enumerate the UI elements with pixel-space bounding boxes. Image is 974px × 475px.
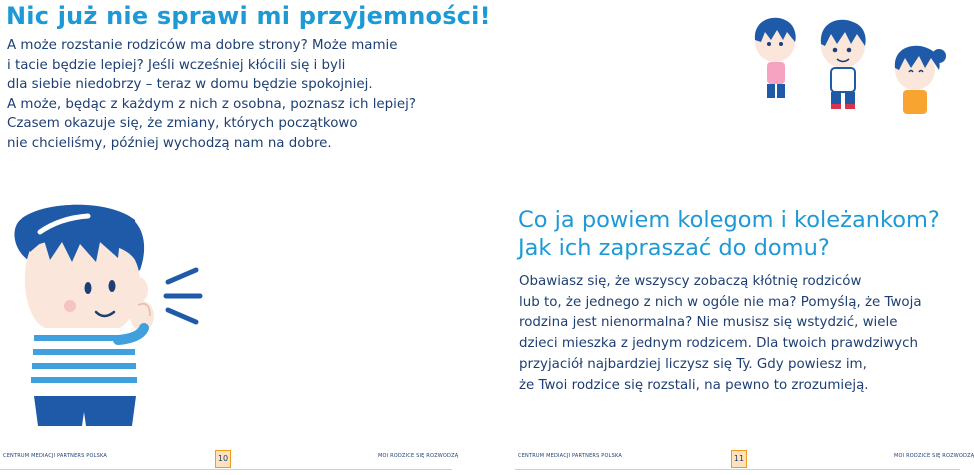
heading-line: Jak ich zapraszać do domu? xyxy=(518,235,830,261)
body-line: rodzina jest nienormalna? Nie musisz się wstydzić, wiele xyxy=(519,315,898,331)
body-line: lub to, że jednego z nich w ogóle nie ma? Pomyślą, że Twoja xyxy=(519,294,922,310)
footer-publisher-left: CENTRUM MEDIACJI PARTNERS POLSKA xyxy=(3,453,107,459)
intro-line: Czasem okazuje się, że zmiany, których początkowo xyxy=(7,116,358,131)
right-page-heading xyxy=(518,206,940,262)
footer-rule-left xyxy=(0,469,452,470)
footer-title-right: MOI RODZICE SIĘ ROZWODZĄ xyxy=(894,453,974,459)
body-line: przyjaciół najbardziej liczysz się Ty. Gdy powiesz im, xyxy=(519,356,867,372)
footer-title-left: MOI RODZICE SIĘ ROZWODZĄ xyxy=(378,453,459,459)
intro-line: A może rozstanie rodziców ma dobre strony? Może mamie xyxy=(7,38,398,53)
page-number-left: 10 xyxy=(215,450,231,468)
intro-line: dla siebie niedobrzy – teraz w domu będzie spokojniej. xyxy=(7,77,373,92)
intro-line: A może, będąc z każdym z nich z osobna, poznasz ich lepiej? xyxy=(7,96,416,112)
three-children-icon xyxy=(735,12,957,120)
body-line: Obawiasz się, że wszyscy zobaczą kłótnię rodziców xyxy=(519,274,862,289)
footer-rule-right xyxy=(515,469,960,470)
right-page-body xyxy=(519,272,949,396)
left-page-heading: Nic już nie sprawi mi przyjemności! xyxy=(6,2,491,30)
intro-line: nie chcieliśmy, później wychodzą nam na dobre. xyxy=(7,135,332,151)
body-line: dzieci mieszka z jednym rodzicem. Dla twoich prawdziwych xyxy=(519,336,918,352)
body-line: że Twoi rodzice się rozstali, na pewno to zrozumieją. xyxy=(519,377,869,393)
footer-publisher-right: CENTRUM MEDIACJI PARTNERS POLSKA xyxy=(518,453,622,459)
boy-whispering-icon xyxy=(0,200,215,436)
intro-line: i tacie będzie lepiej? Jeśli wcześniej kłócili się i byli xyxy=(7,57,346,73)
left-page-intro xyxy=(7,36,467,153)
page-number-right: 11 xyxy=(731,450,747,468)
heading-line: Co ja powiem kolegom i koleżankom? xyxy=(518,207,940,233)
